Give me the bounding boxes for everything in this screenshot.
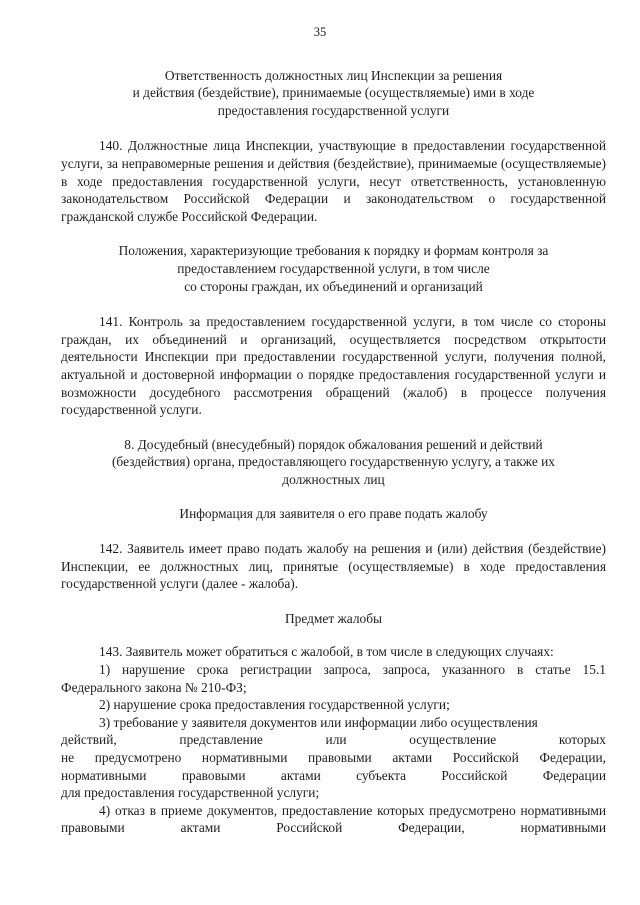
section-heading-appeal-procedure xyxy=(61,436,606,489)
section-heading-complaint-right: Информация для заявителя о его праве подать жалобу xyxy=(179,506,488,522)
list-item-4: 4) отказ в приеме документов, предоставление которых предусмотрено нормативными правовыми актами Российской Федерации, нормативными xyxy=(61,802,606,836)
item-3-line: не предусмотрено нормативными правовыми актами Российской Федерации, xyxy=(61,750,606,765)
list-item-1: 1) нарушение срока регистрации запроса, запроса, указанного в статье 15.1 Федерального закона № 210-ФЗ; xyxy=(61,662,606,695)
heading-line: должностных лиц xyxy=(282,471,385,487)
heading-line: Положения, характеризующие требования к порядку и формам контроля за xyxy=(118,243,549,259)
section-heading-responsibility xyxy=(61,67,606,120)
item-3-line: действий, представление или осуществление которых xyxy=(61,732,606,748)
list-item-2: 2) нарушение срока предоставления государственной услуги; xyxy=(99,697,450,713)
heading-line: предоставления государственной услуги xyxy=(217,102,450,118)
heading-line: Ответственность должностных лиц Инспекции за решения xyxy=(164,67,503,83)
heading-line: со стороны граждан, их объединений и организаций xyxy=(184,278,483,294)
heading-line: (бездействия) органа, предоставляющего государственную услугу, а также их xyxy=(111,454,556,470)
paragraph-142: 142. Заявитель имеет право подать жалобу на решения и (или) действия (бездействие) Инспекции, ее должностных лиц, принятые (осуществляемые) в ходе предоставления государственной услуги (далее - жалоба). xyxy=(61,541,606,592)
item-3-line: для предоставления государственной услуги; xyxy=(61,785,320,801)
paragraph-140: 140. Должностные лица Инспекции, участвующие в предоставлении государственной услуги, за неправомерные решения и действия (бездействие), принимаемые (осуществляемые) в ходе предоставления государственной услуги, несут ответственность, установленную законодательством Российской Федерации и законодательством о государственной гражданской службе Российской Федерации. xyxy=(61,138,606,224)
page-number: 35 xyxy=(313,25,327,39)
heading-line: и действия (бездействие), принимаемые (осуществляемые) ими в ходе xyxy=(132,85,535,101)
paragraph-143-intro: 143. Заявитель может обратиться с жалобой, в том числе в следующих случаях: xyxy=(99,644,554,660)
heading-line: предоставлением государственной услуги, в том числе xyxy=(177,260,490,276)
paragraph-141: 141. Контроль за предоставлением государственной услуги, в том числе со стороны граждан, их объединений и организаций, осуществляется посредством открытости деятельности Инспекции при предоставлении государственной услуги, получения полной, актуальной и достоверной информации о порядке предоставления государственной услуги и возможности досудебного рассмотрения обращений (жалоб) в процессе получения государственной услуги. xyxy=(61,314,606,418)
item-3-line: нормативными правовыми актами субъекта Российской Федерации xyxy=(61,767,606,783)
list-item-3 xyxy=(61,714,606,802)
section-heading-control xyxy=(61,242,606,295)
item-3-line: 3) требование у заявителя документов или информации либо осуществления xyxy=(99,714,538,730)
section-heading-complaint-subject: Предмет жалобы xyxy=(284,610,383,626)
heading-line: 8. Досудебный (внесудебный) порядок обжалования решений и действий xyxy=(124,436,543,452)
